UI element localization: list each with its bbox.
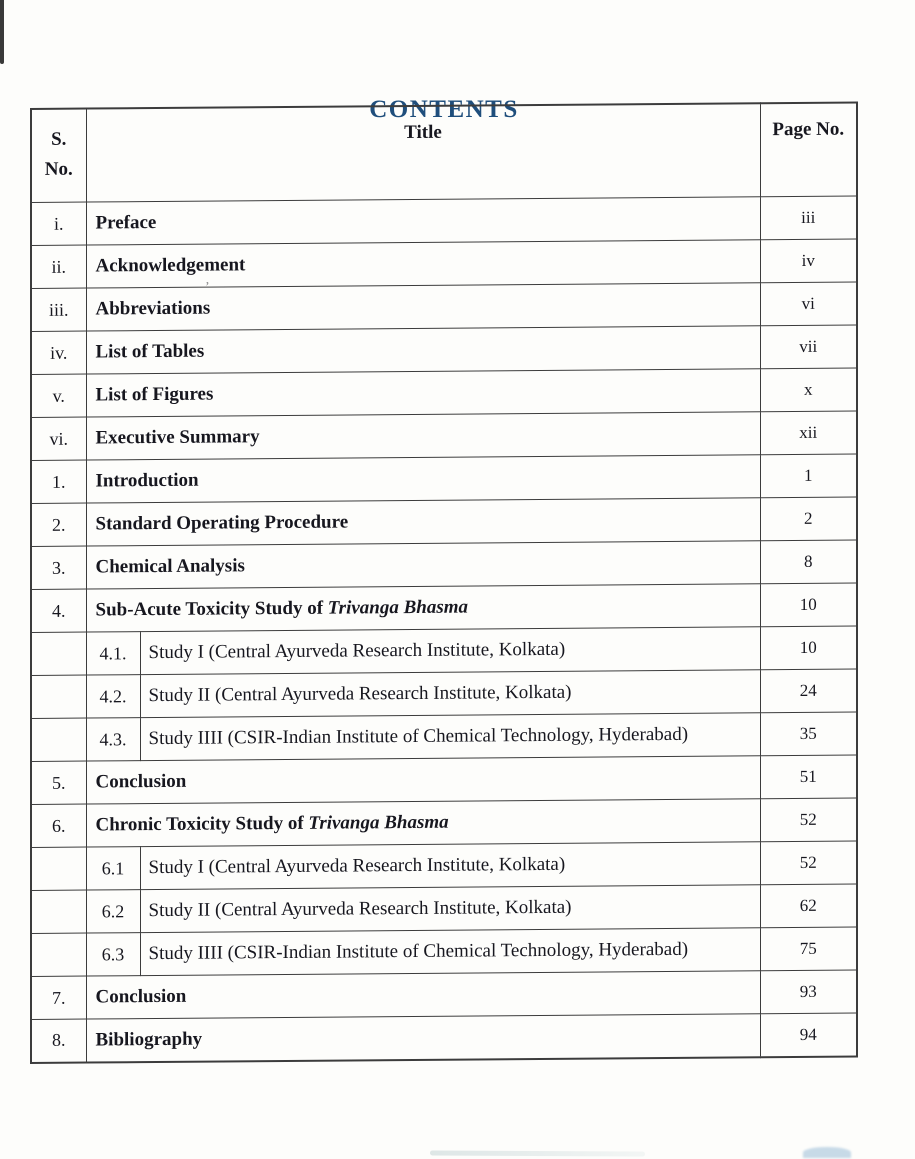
header-serial-line1: S. (51, 128, 67, 150)
page-no-cell: 1 (760, 454, 857, 498)
toc-row-sub (31, 884, 857, 933)
page-no-cell: 52 (760, 798, 857, 842)
title-cell (140, 885, 760, 933)
title-cell (86, 283, 760, 331)
serial-no-cell: 6. (31, 804, 86, 847)
header-page-no: Page No. (760, 103, 857, 197)
title-text: Sub-Acute Toxicity Study of (95, 597, 328, 621)
serial-no-cell: 1. (31, 460, 86, 503)
page-no-cell: 10 (760, 583, 857, 627)
sub-serial-no-cell: 4.3. (86, 718, 140, 761)
page-no-cell: 75 (760, 927, 857, 971)
header-row (31, 103, 857, 203)
page-no-cell: x (760, 368, 857, 412)
page-no-cell: xii (760, 411, 857, 455)
title-text: Study II (Central Ayurveda Research Institute, Kolkata) (148, 681, 572, 707)
serial-no-cell: 5. (31, 761, 86, 804)
serial-no-cell: 3. (31, 546, 86, 589)
toc-row-sub (31, 841, 857, 890)
title-cell (86, 799, 760, 847)
page-no-cell: vii (760, 325, 857, 369)
contents-table-body (31, 196, 857, 1062)
stray-pen-mark: ’ (205, 280, 210, 295)
title-text: Study II (Central Ayurveda Research Institute, Kolkata) (148, 896, 572, 922)
toc-row-sub (31, 669, 857, 718)
title-text: Bibliography (95, 1028, 203, 1051)
title-text: Study IIII (CSIR-Indian Institute of Chemical Technology, Hyderabad) (148, 938, 689, 965)
toc-row-main (31, 497, 857, 546)
toc-row-main (31, 239, 857, 288)
title-text: Study I (Central Ayurveda Research Institute, Kolkata) (148, 853, 566, 879)
serial-no-cell: ii. (31, 245, 86, 288)
title-text: Introduction (95, 469, 199, 492)
page-no-cell: 62 (760, 884, 857, 928)
title-cell (140, 713, 760, 761)
toc-row-main (31, 798, 857, 847)
title-cell (86, 756, 760, 804)
serial-no-cell-empty (31, 933, 86, 976)
title-text: Chemical Analysis (95, 555, 245, 578)
page-no-cell: 51 (760, 755, 857, 799)
toc-row-main (31, 970, 857, 1019)
toc-row-main (31, 583, 857, 632)
serial-no-cell-empty (31, 718, 86, 761)
title-cell (86, 584, 760, 632)
toc-row-sub (31, 712, 857, 761)
page-no-cell: iv (760, 239, 857, 283)
page-no-cell: 93 (760, 970, 857, 1014)
title-cell (86, 455, 760, 503)
serial-no-cell: 7. (31, 976, 86, 1019)
toc-row-main (31, 454, 857, 503)
serial-no-cell: 8. (31, 1019, 86, 1062)
title-cell (140, 842, 760, 890)
page-no-cell: 24 (760, 669, 857, 713)
scan-smudge-corner (803, 1147, 851, 1158)
title-cell (86, 240, 760, 288)
sub-serial-no-cell: 4.2. (86, 675, 140, 718)
toc-row-main (31, 1013, 857, 1062)
title-text: Standard Operating Procedure (95, 511, 349, 535)
title-cell (86, 369, 760, 417)
title-cell (86, 1014, 760, 1062)
toc-row-main (31, 755, 857, 804)
page-no-cell: 52 (760, 841, 857, 885)
serial-no-cell-empty (31, 847, 86, 890)
title-text: Conclusion (95, 770, 187, 793)
title-cell (86, 971, 760, 1019)
header-serial-no (31, 109, 86, 203)
sub-serial-no-cell: 6.3 (86, 933, 140, 976)
toc-row-main (31, 282, 857, 331)
title-cell (86, 197, 760, 245)
page-no-cell: 2 (760, 497, 857, 541)
title-text: Chronic Toxicity Study of (95, 812, 309, 836)
serial-no-cell-empty (31, 890, 86, 933)
header-serial-line2: No. (44, 158, 73, 180)
title-cell (140, 670, 760, 718)
title-text: Study IIII (CSIR-Indian Institute of Chemical Technology, Hyderabad) (148, 723, 689, 750)
contents-table-wrapper (30, 101, 858, 1063)
serial-no-cell-empty (31, 632, 86, 675)
title-text: List of Tables (95, 340, 205, 363)
toc-row-sub (31, 927, 857, 976)
toc-row-main (31, 325, 857, 374)
title-text: Preface (95, 212, 157, 234)
title-text: Conclusion (95, 985, 187, 1008)
title-cell (140, 928, 760, 976)
toc-row-main (31, 196, 857, 245)
serial-no-cell: 4. (31, 589, 86, 632)
title-text: Abbreviations (95, 297, 211, 320)
page-no-cell: 35 (760, 712, 857, 756)
title-italic-text: Trivanga Bhasma (327, 596, 469, 619)
title-cell (86, 498, 760, 546)
scan-edge-mark (0, 0, 4, 64)
toc-row-main (31, 411, 857, 460)
sub-serial-no-cell: 4.1. (86, 632, 140, 675)
title-text: Acknowledgement (95, 254, 246, 277)
page-no-cell: 94 (760, 1013, 857, 1057)
page-no-cell: vi (760, 282, 857, 326)
contents-table-header (31, 103, 857, 203)
title-italic-text: Trivanga Bhasma (308, 811, 449, 834)
title-text: List of Figures (95, 383, 214, 406)
title-cell (86, 541, 760, 589)
serial-no-cell: v. (31, 374, 86, 417)
serial-no-cell: iii. (31, 288, 86, 331)
title-text: Executive Summary (95, 426, 260, 449)
serial-no-cell: i. (31, 202, 86, 245)
serial-no-cell-empty (31, 675, 86, 718)
page-no-cell: iii (760, 196, 857, 240)
title-cell (86, 412, 760, 460)
page-no-cell: 10 (760, 626, 857, 670)
sub-serial-no-cell: 6.2 (86, 890, 140, 933)
serial-no-cell: vi. (31, 417, 86, 460)
serial-no-cell: 2. (31, 503, 86, 546)
header-title: Title (86, 103, 760, 202)
toc-row-sub (31, 626, 857, 675)
page-title: CONTENTS (369, 95, 519, 123)
page-no-cell: 8 (760, 540, 857, 584)
title-cell (140, 627, 760, 675)
title-cell (86, 326, 760, 374)
toc-row-main (31, 368, 857, 417)
toc-row-main (31, 540, 857, 589)
sub-serial-no-cell: 6.1 (86, 847, 140, 890)
title-text: Study I (Central Ayurveda Research Institute, Kolkata) (148, 638, 566, 664)
serial-no-cell: iv. (31, 331, 86, 374)
scan-smudge-bottom (430, 1150, 645, 1156)
contents-table (30, 101, 858, 1063)
